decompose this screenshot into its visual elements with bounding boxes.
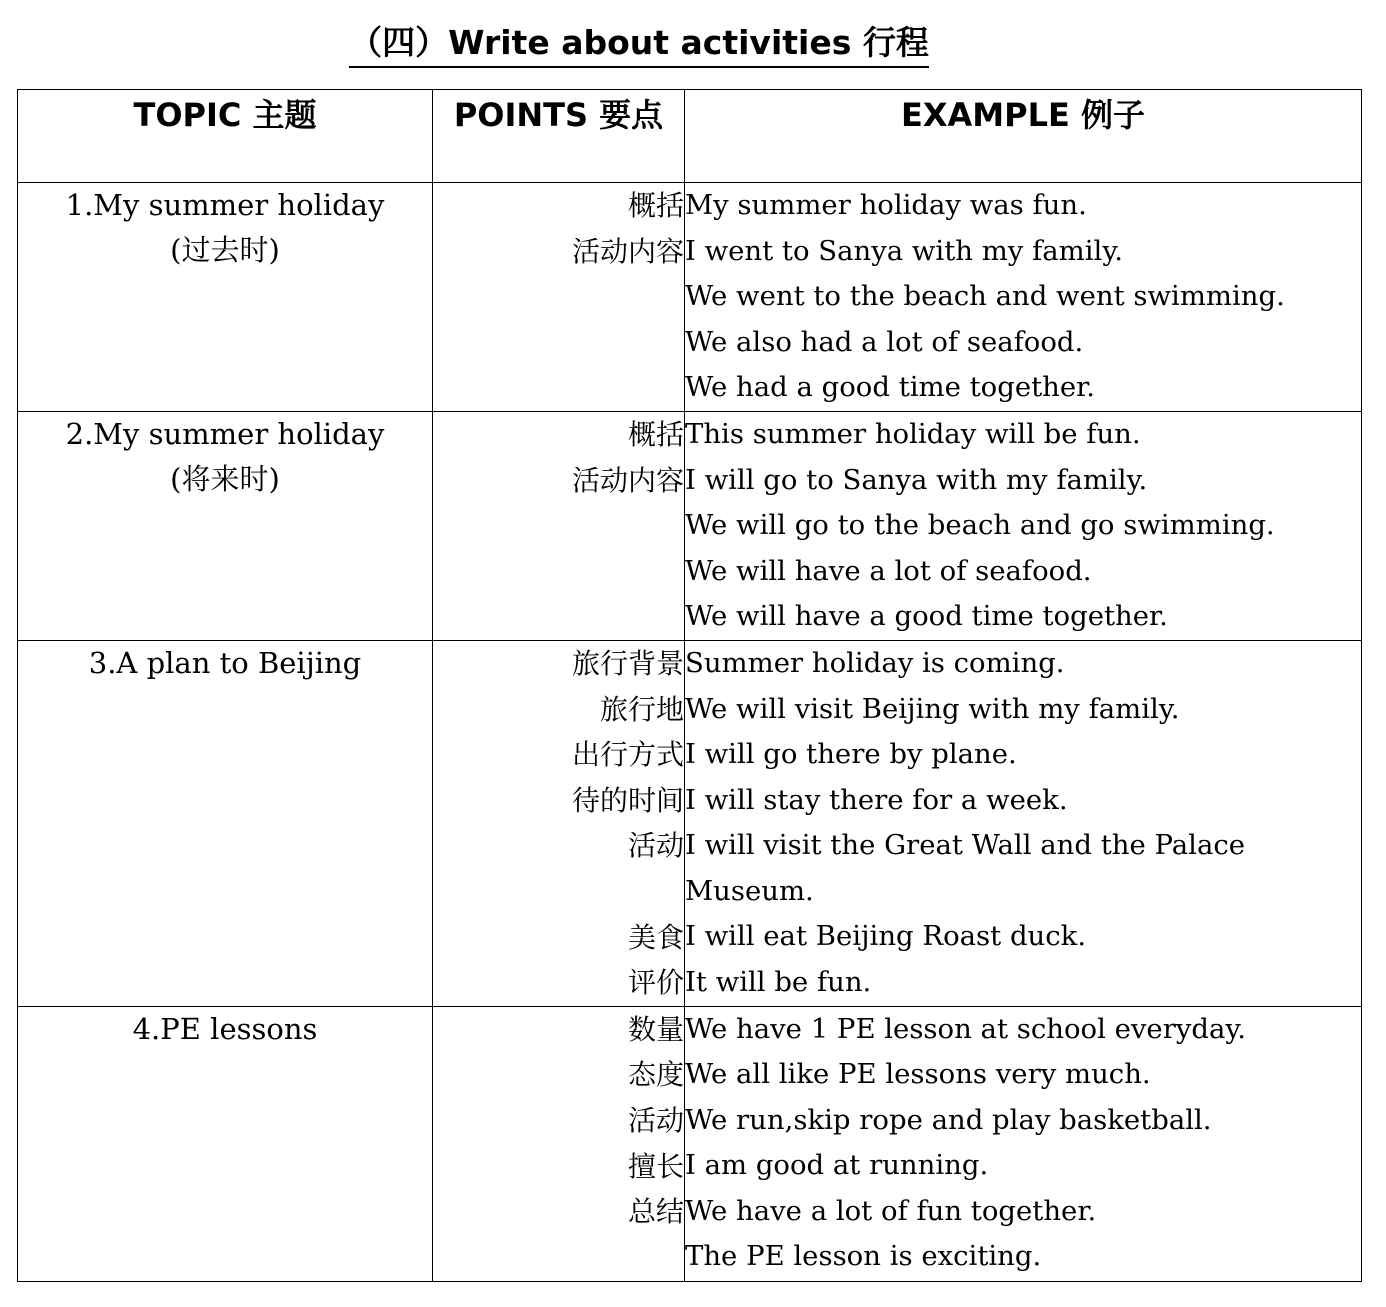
topic-line: (将来时) bbox=[170, 462, 280, 496]
example-line: We had a good time together. bbox=[685, 371, 1096, 403]
point-item: 旅行背景 bbox=[571, 647, 684, 680]
topic-cell bbox=[18, 183, 433, 412]
topic-line: (过去时) bbox=[170, 233, 280, 267]
example-line: The PE lesson is exciting. bbox=[685, 1240, 1042, 1273]
example-line: We have a lot of fun together. bbox=[685, 1194, 1097, 1227]
example-line: I will eat Beijing Roast duck. bbox=[685, 920, 1087, 952]
page-title: （四）Write about activities 行程 bbox=[349, 20, 929, 68]
example-line: We also had a lot of seafood. bbox=[685, 325, 1084, 358]
example-line: This summer holiday will be fun. bbox=[685, 418, 1141, 450]
topic-line: 3.A plan to Beijing bbox=[88, 646, 362, 680]
point-item: 总结 bbox=[627, 1195, 684, 1229]
example-line: We will have a lot of seafood. bbox=[685, 554, 1092, 587]
activities-table bbox=[17, 89, 1362, 1282]
point-item: 活动 bbox=[627, 829, 684, 863]
point-item: 旅行地 bbox=[599, 692, 684, 726]
topic-cell bbox=[18, 1006, 433, 1281]
example-line: We have 1 PE lesson at school everyday. bbox=[685, 1012, 1247, 1045]
header-example: EXAMPLE 例子 bbox=[685, 90, 1362, 183]
header-points: POINTS 要点 bbox=[433, 90, 685, 183]
example-cell bbox=[685, 1006, 1362, 1281]
point-item: 美食 bbox=[627, 920, 684, 954]
example-cell bbox=[685, 641, 1362, 1007]
example-line: I will stay there for a week. bbox=[685, 783, 1068, 816]
points-cell bbox=[433, 641, 685, 1007]
example-line: We all like PE lessons very much. bbox=[685, 1058, 1151, 1091]
point-item: 概括 bbox=[627, 189, 684, 222]
header-topic: TOPIC 主题 bbox=[18, 90, 433, 183]
example-line: I will visit the Great Wall and the Palace bbox=[685, 829, 1246, 861]
example-line: We will go to the beach and go swimming. bbox=[685, 509, 1275, 541]
topic-cell bbox=[18, 641, 433, 1007]
point-item: 数量 bbox=[627, 1012, 684, 1046]
example-line: I went to Sanya with my family. bbox=[685, 234, 1123, 267]
point-item: 待的时间 bbox=[571, 783, 684, 817]
points-cell bbox=[433, 183, 685, 412]
topic-cell bbox=[18, 412, 433, 641]
table-row bbox=[18, 183, 1362, 412]
point-spacer bbox=[433, 869, 684, 915]
point-item: 出行方式 bbox=[571, 738, 684, 772]
example-line: We will have a good time together. bbox=[685, 600, 1168, 632]
table-row bbox=[18, 412, 1362, 641]
point-item: 活动内容 bbox=[571, 463, 684, 497]
point-item: 评价 bbox=[627, 966, 684, 1000]
table-row bbox=[18, 1006, 1362, 1281]
example-line: I will go there by plane. bbox=[685, 738, 1017, 770]
header-row bbox=[18, 90, 1362, 183]
example-line: I will go to Sanya with my family. bbox=[685, 463, 1148, 496]
point-item: 擅长 bbox=[627, 1149, 684, 1183]
example-line: I am good at running. bbox=[685, 1149, 989, 1182]
example-line: We run,skip rope and play basketball. bbox=[685, 1103, 1212, 1136]
topic-line: 1.My summer holiday bbox=[65, 188, 385, 222]
point-item: 活动内容 bbox=[571, 234, 684, 268]
example-line: Summer holiday is coming. bbox=[685, 647, 1065, 679]
example-line: My summer holiday was fun. bbox=[685, 189, 1087, 221]
example-line: It will be fun. bbox=[685, 965, 872, 998]
topic-line: 4.PE lessons bbox=[132, 1011, 318, 1046]
points-cell bbox=[433, 1006, 685, 1281]
example-cell bbox=[685, 412, 1362, 641]
example-line: Museum. bbox=[685, 874, 814, 907]
table-row bbox=[18, 641, 1362, 1007]
points-cell bbox=[433, 412, 685, 641]
topic-line: 2.My summer holiday bbox=[65, 417, 385, 451]
point-item: 活动 bbox=[627, 1103, 684, 1137]
point-item: 概括 bbox=[627, 418, 684, 451]
example-line: We will visit Beijing with my family. bbox=[685, 692, 1180, 725]
example-line: We went to the beach and went swimming. bbox=[685, 280, 1285, 312]
example-cell bbox=[685, 183, 1362, 412]
point-item: 态度 bbox=[627, 1058, 684, 1092]
